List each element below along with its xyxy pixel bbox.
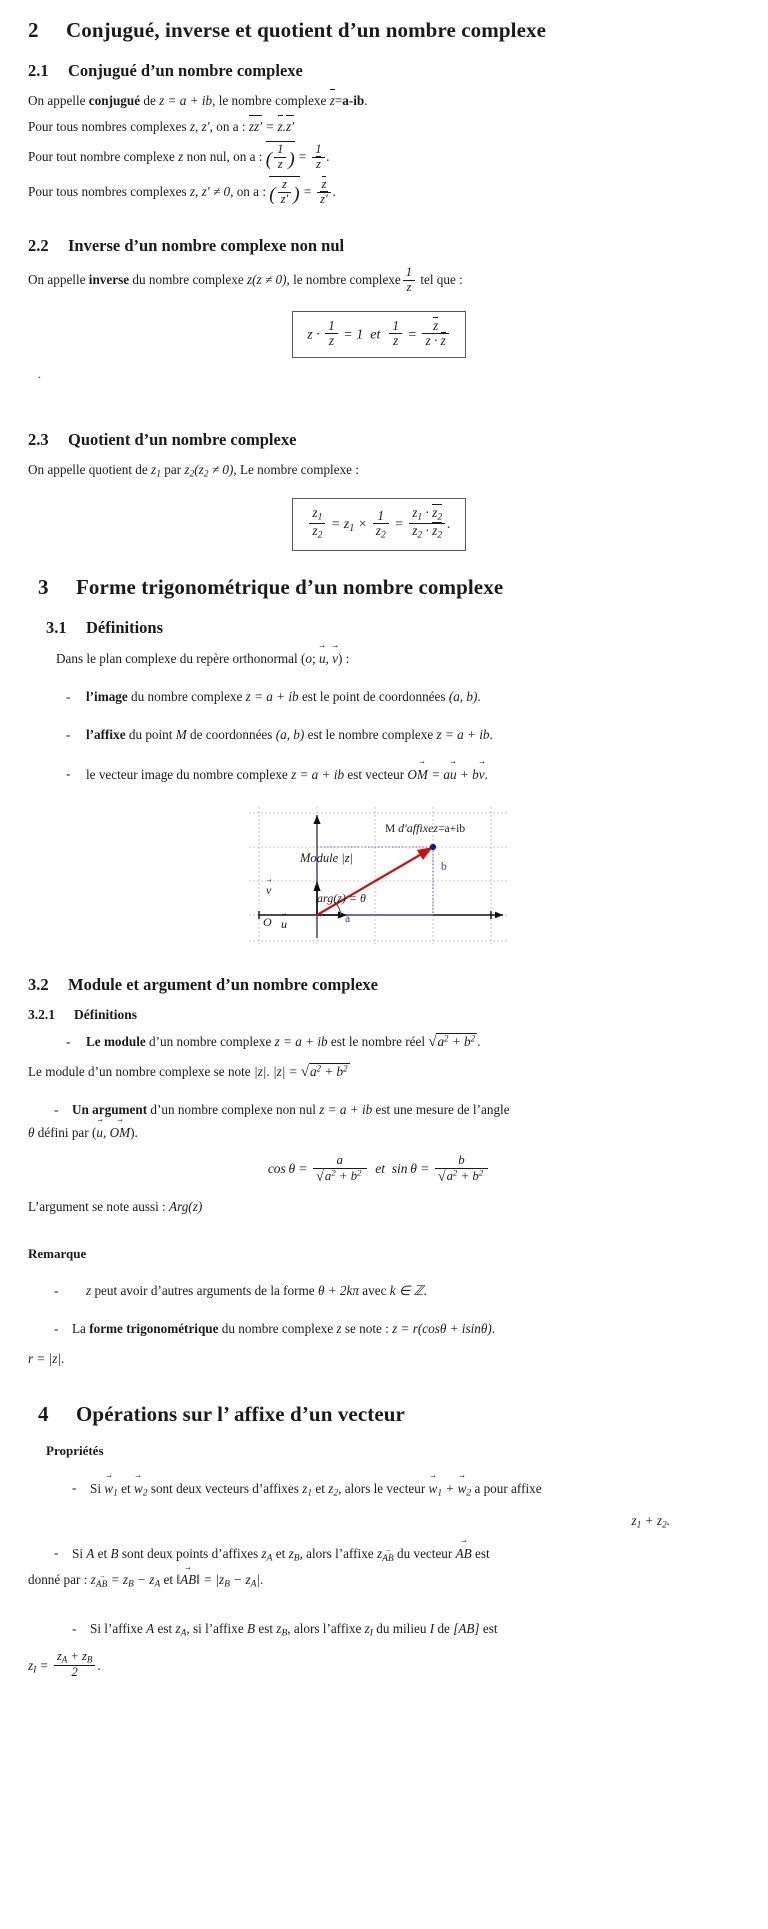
section-3-2-1-title: Définitions bbox=[74, 1006, 138, 1022]
remark-item-other-arguments bbox=[28, 1281, 730, 1300]
section-2-3-heading bbox=[28, 430, 730, 450]
prop2-lead: Pour tout nombre complexe bbox=[28, 149, 175, 165]
section-2-2-number: 2.2 bbox=[28, 236, 49, 256]
y-coordinate-label: b bbox=[441, 860, 447, 873]
dash-marker: - bbox=[66, 1033, 71, 1049]
list-item-image bbox=[28, 687, 730, 706]
module-definition-list bbox=[28, 1032, 730, 1053]
dash-marker: - bbox=[54, 1544, 59, 1560]
conj-mid: de bbox=[143, 93, 156, 108]
dash-marker: - bbox=[66, 727, 71, 743]
inv-frac: $\frac{1}{z}$ bbox=[403, 266, 415, 294]
image-keyword: l’image bbox=[86, 689, 128, 705]
inverse-formula-box-wrapper bbox=[28, 311, 730, 359]
affixe-keyword: l’affixe bbox=[86, 727, 126, 743]
section-3-1-heading bbox=[28, 618, 730, 638]
prop2-mid: non nul, on a : bbox=[186, 149, 263, 165]
inv-keyword: inverse bbox=[88, 272, 130, 288]
argument-notation-note: L’argument se note aussi : Arg(z) bbox=[28, 1198, 203, 1214]
vector-image-text: le vecteur image du nombre complexe z = a + ib est vecteur OM → = au → + bv →. bbox=[86, 767, 488, 782]
dash-marker: - bbox=[54, 1282, 59, 1298]
dash-marker: - bbox=[54, 1101, 59, 1117]
point-m-marker bbox=[430, 844, 436, 850]
conj-keyword: conjugué bbox=[88, 93, 141, 108]
grid-lines bbox=[249, 807, 509, 944]
section-3-2-1-number: 3.2.1 bbox=[28, 1006, 55, 1022]
section-2-1-title: Conjugué d’un nombre complexe bbox=[68, 61, 303, 80]
module-notation-note: Le module d’un nombre complexe se note |z|. $|z| = √a^2 + b^2$ bbox=[28, 1063, 348, 1081]
argument-text-cont: θ défini par (u →, OM →). bbox=[28, 1122, 730, 1142]
inv-end: tel que : bbox=[420, 272, 463, 288]
dash-marker: - bbox=[66, 689, 71, 705]
module-keyword: Le module bbox=[86, 1033, 146, 1049]
modulus-label: Module |z| bbox=[300, 850, 354, 865]
prop3-var2: z′ ≠ 0 bbox=[201, 184, 231, 200]
section-2-title: Conjugué, inverse et quotient d’un nombre complexe bbox=[66, 18, 547, 42]
figure-container bbox=[28, 803, 730, 953]
quot-mid: par bbox=[164, 461, 182, 477]
properties-title: Propriétés bbox=[46, 1443, 104, 1459]
dash-marker: - bbox=[72, 1480, 77, 1496]
remark-item-trig-form bbox=[28, 1319, 730, 1338]
property-2-formula-line: donné par : $z_{AB}$ → = $z_B - z_A$ et ‖AB →‖ = $|z_B - z_A|$. bbox=[28, 1569, 730, 1592]
x-coordinate-label: a bbox=[345, 912, 351, 925]
definitions-list bbox=[28, 687, 730, 783]
property-item-midpoint bbox=[28, 1619, 730, 1641]
midpoint-list bbox=[28, 1619, 730, 1641]
section-3-2-heading bbox=[28, 975, 730, 995]
inverse-formula-box: z · $\frac{1}{z}$ = 1 et $\frac{1}{z}$ = $\frac{z}{z \cdot z}$ bbox=[292, 311, 466, 359]
quotient-definition bbox=[28, 460, 730, 482]
prop1-formula: zz′ = z.z′ bbox=[249, 119, 294, 134]
dash-marker: - bbox=[54, 1320, 59, 1336]
property-2-text: Si A et B sont deux points d’affixes $z_A$ et $z_B$, alors l’affixe $z_{AB}$ → du vecteur AB → est bbox=[72, 1546, 490, 1561]
prop3-mid: , on a : bbox=[230, 184, 270, 200]
list-item-argument bbox=[28, 1100, 730, 1119]
argument-text: d’un nombre complexe non nul z = a + ib est une mesure de l’angle bbox=[150, 1101, 510, 1117]
point-m-label: M d′affixez=a+ib bbox=[385, 820, 466, 835]
prop1-vars: z bbox=[189, 119, 196, 135]
affixe-text: du point M de coordonnées (a, b) est le nombre complexe z = a + ib. bbox=[128, 727, 493, 743]
cos-sin-expr: cos θ = $\frac{a}{√a^2 + b^2}$ et sin θ = $\frac{b}{√a^2 + b^2}$ bbox=[268, 1161, 490, 1176]
section-2-1-heading bbox=[28, 61, 730, 81]
module-text: d’un nombre complexe z = a + ib est le nombre réel $√a^2 + b^2$ . bbox=[149, 1033, 481, 1050]
section-4-number: 4 bbox=[38, 1402, 49, 1427]
inv-lead: On appelle bbox=[28, 272, 86, 288]
plane-lead: Dans le plan complexe du repère orthonormal (o; u →, v →) : bbox=[28, 648, 730, 668]
origin-label: O bbox=[263, 914, 272, 929]
quot-z1: $z_1$ bbox=[151, 461, 161, 480]
inverse-definition bbox=[28, 266, 730, 294]
conj-lead: On appelle bbox=[28, 93, 86, 108]
section-3-title: Forme trigonométrique d’un nombre complexe bbox=[76, 575, 504, 600]
inv-tail: , le nombre complexe bbox=[286, 272, 401, 288]
section-2-3-number: 2.3 bbox=[28, 429, 49, 449]
dash-marker: - bbox=[66, 765, 71, 781]
property-3-text: Si l’affixe A est $z_A$, si l’affixe B est $z_B$, alors l’affixe $z_I$ du milieu I de [AB] est bbox=[90, 1620, 498, 1639]
section-2-2-heading bbox=[28, 236, 730, 256]
list-item-vector-image bbox=[28, 764, 730, 784]
section-2-number: 2 bbox=[28, 18, 39, 42]
section-3-2-number: 3.2 bbox=[28, 974, 49, 994]
prop1-lead: Pour tous nombres complexes bbox=[28, 119, 187, 135]
quotient-formula-box: $\frac{z_1}{z_2}$ = $z_1$ × $\frac{1}{z_2}$ = $\frac{z_1 \cdot z_2}{z_2 \cdot z_2}$ . bbox=[292, 498, 465, 551]
prop2-formula: ( $\frac{1}{z}$ ) = $\frac{1}{z}$ . bbox=[265, 142, 330, 171]
remark-2-text: La forme trigonométrique du nombre complexe z se note : z = r(cosθ + isinθ). bbox=[72, 1320, 496, 1336]
quotient-formula-box-wrapper bbox=[28, 498, 730, 551]
property-item-ab bbox=[28, 1543, 730, 1566]
remark-2-tail: r = |z|. bbox=[28, 1350, 65, 1366]
list-item-module bbox=[28, 1032, 730, 1053]
prop3-lead: Pour tous nombres complexes bbox=[28, 184, 187, 200]
property-1-formula: $z_1 + z_2$. bbox=[631, 1512, 670, 1531]
stray-period: . bbox=[38, 367, 41, 382]
argument-definition-list bbox=[28, 1100, 730, 1119]
section-3-number: 3 bbox=[38, 575, 49, 600]
prop2-var: z bbox=[178, 149, 184, 165]
inv-mid: du nombre complexe bbox=[132, 272, 244, 288]
conjugate-inverse-property bbox=[28, 143, 730, 171]
quot-lead: On appelle quotient de bbox=[28, 461, 148, 477]
section-3-1-title: Définitions bbox=[86, 618, 164, 638]
image-text: du nombre complexe z = a + ib est le point de coordonnées (a, b). bbox=[131, 689, 481, 705]
property-3-formula: $z_I$ = $\frac{z_A + z_B}{2}$ . bbox=[28, 1649, 101, 1680]
prop1-var2: z′ bbox=[201, 119, 210, 135]
remark-1-text: z peut avoir d’autres arguments de la forme θ + 2kπ avec k ∈ ℤ. bbox=[86, 1282, 427, 1298]
section-3-1-number: 3.1 bbox=[46, 618, 67, 638]
argument-keyword: Un argument bbox=[72, 1101, 148, 1117]
prop3-formula: ( $\frac{z}{z'}$ ) = $\frac{z}{z'}$ . bbox=[269, 177, 337, 206]
u-axis-label: u → bbox=[281, 916, 287, 932]
prop1-mid: , on a : bbox=[209, 119, 249, 135]
section-2-2-title: Inverse d’un nombre complexe non nul bbox=[68, 236, 345, 256]
section-4-heading bbox=[28, 1402, 730, 1427]
property-item-sum bbox=[28, 1478, 730, 1501]
vector-properties-list bbox=[28, 1478, 730, 1501]
section-2-heading bbox=[28, 18, 730, 43]
section-3-2-title: Module et argument d’un nombre complexe bbox=[68, 974, 378, 994]
conjugate-quotient-property: Pour tous nombres complexes z, z′ ≠ 0, on a : ( $\frac{z}{z'}$ ) = $\frac{z}{z'}$ . bbox=[28, 177, 337, 206]
section-4-title: Opérations sur l’ affixe d’un vecteur bbox=[76, 1402, 405, 1427]
property-1-text: Si $w \to_1$ et $w \to_2$ sont deux vecteurs d’affixes $z_1$ et $z_2$, alors le vecteur $w \to_1 + w \to_2$ a pour affixe bbox=[90, 1481, 542, 1496]
argument-label: arg(z) = θ bbox=[317, 890, 366, 905]
trig-form-keyword: forme trigonométrique bbox=[89, 1320, 219, 1336]
section-3-2-1-heading bbox=[28, 1007, 730, 1023]
cos-sin-formula bbox=[28, 1154, 730, 1185]
conjugate-product-property: Pour tous nombres complexes z, z′, on a : zz′ = z.z′ bbox=[28, 117, 730, 136]
dash-marker: - bbox=[72, 1620, 77, 1636]
section-3-heading bbox=[28, 575, 730, 600]
conj-z-expr: z = a + ib bbox=[159, 93, 213, 108]
section-2-1-number: 2.1 bbox=[28, 61, 49, 80]
conjugate-definition bbox=[28, 91, 730, 110]
list-item-affixe bbox=[28, 725, 730, 744]
v-axis-label: v → bbox=[266, 882, 271, 898]
quot-tail: , Le nombre complexe : bbox=[233, 461, 359, 477]
vector-ab-list bbox=[28, 1543, 730, 1566]
inv-cond: z(z ≠ 0) bbox=[247, 272, 287, 288]
conj-result: z=a-ib. bbox=[330, 93, 368, 108]
quot-z2cond: $z_2(z_2 \ne 0)$ bbox=[184, 461, 234, 480]
prop3-vars: z bbox=[189, 184, 196, 200]
conj-tail: , le nombre complexe bbox=[212, 93, 330, 108]
remark-list bbox=[28, 1281, 730, 1338]
complex-plane-diagram bbox=[245, 803, 513, 953]
remark-title: Remarque bbox=[28, 1245, 87, 1261]
section-2-3-title: Quotient d’un nombre complexe bbox=[68, 429, 297, 449]
